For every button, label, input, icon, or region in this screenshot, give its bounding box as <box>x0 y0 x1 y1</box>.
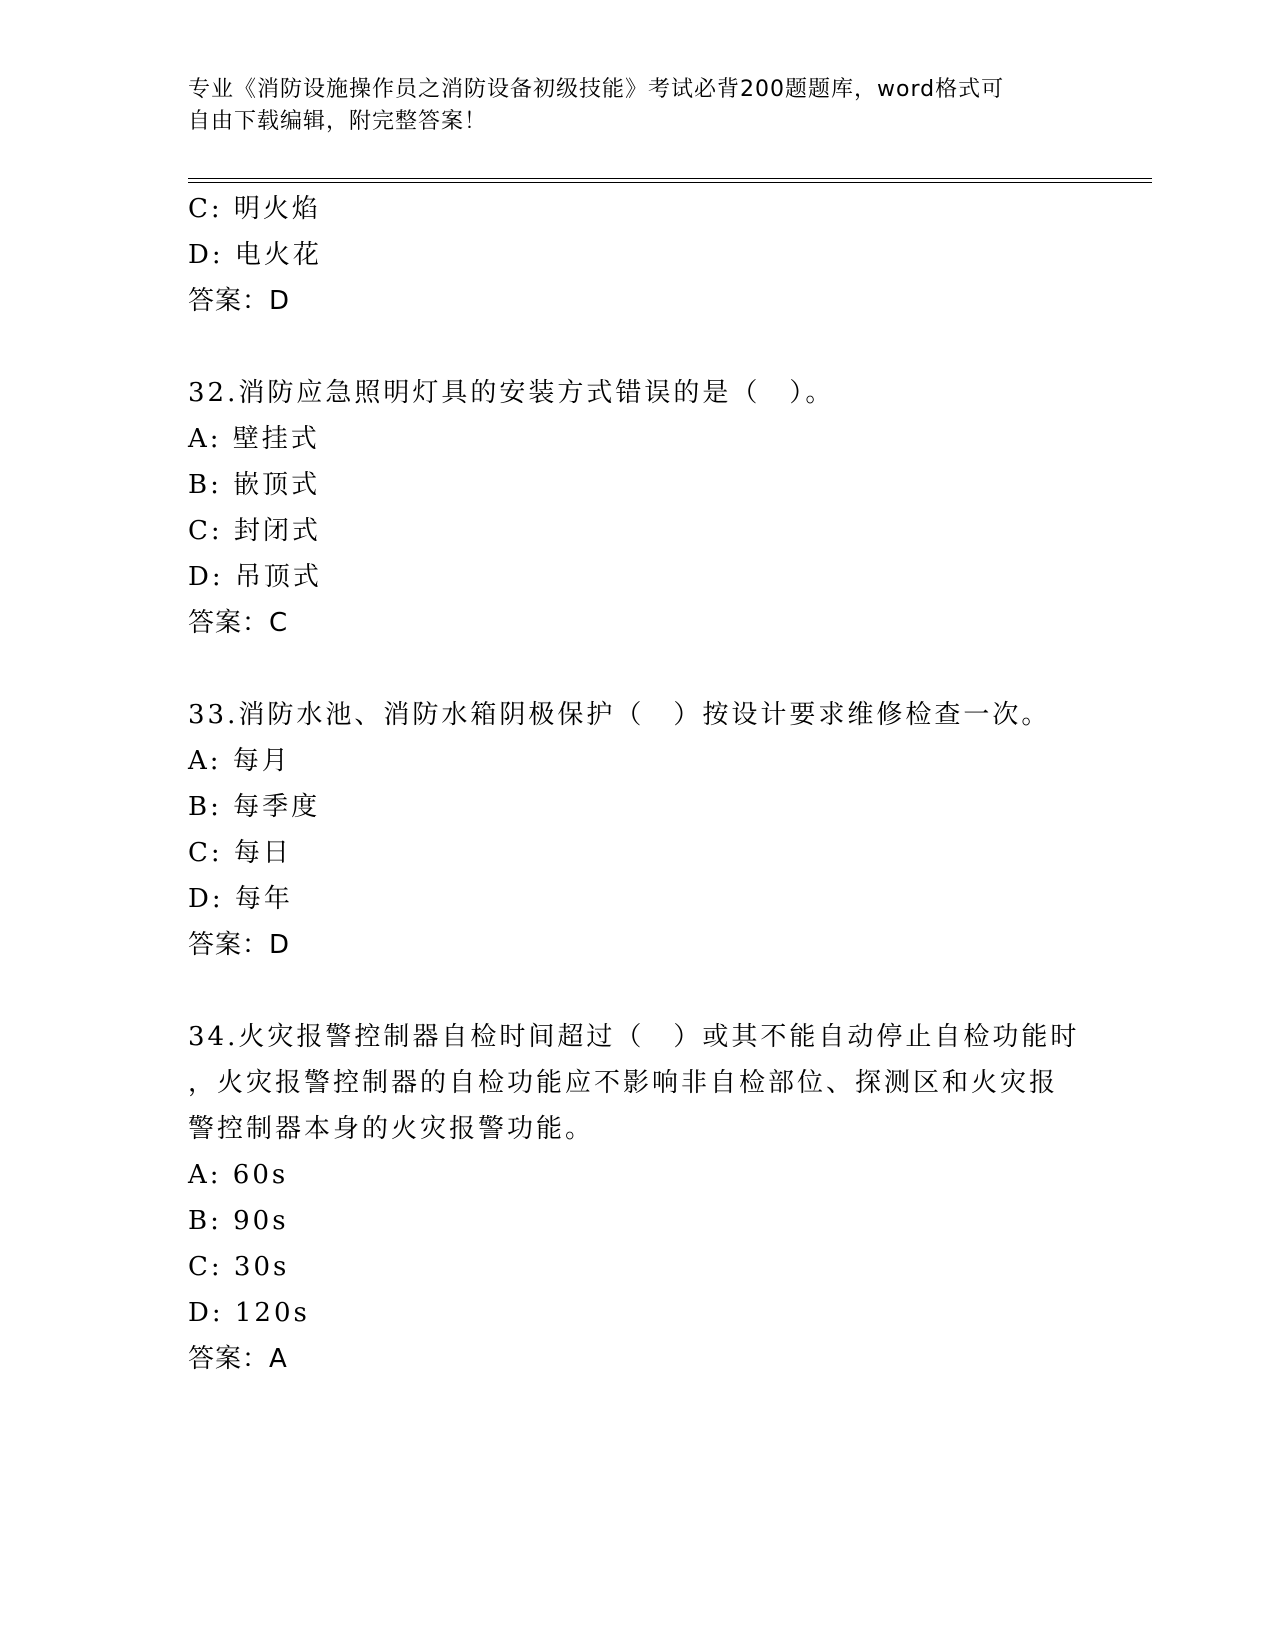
option-d: D: 吊顶式 <box>188 562 322 592</box>
header-line-2: 自由下载编辑，附完整答案！ <box>188 109 488 134</box>
option-b: B: 90s <box>188 1206 289 1236</box>
option-b: B: 嵌顶式 <box>188 470 321 500</box>
question-text: 32.消防应急照明灯具的安装方式错误的是（ ）。 <box>188 378 835 408</box>
question-text-line-3: 警控制器本身的火灾报警功能。 <box>188 1114 595 1144</box>
option-a: A: 壁挂式 <box>188 424 320 454</box>
header-divider-top <box>188 178 1152 179</box>
header-line-1: 专业《消防设施操作员之消防设备初级技能》考试必背200题题库，word格式可 <box>188 77 1005 102</box>
question-text-line-1: 34.火灾报警控制器自检时间超过（ ）或其不能自动停止自检功能时 <box>188 1022 1080 1052</box>
document-header <box>188 74 1068 138</box>
question-32 <box>188 370 1088 646</box>
question-34 <box>188 1014 1088 1382</box>
answer-line: 答案：D <box>188 930 291 960</box>
question-fragment <box>188 186 1088 324</box>
answer-line: 答案：A <box>188 1344 288 1374</box>
option-c: C: 每日 <box>188 838 292 868</box>
option-d: D: 每年 <box>188 884 293 914</box>
option-a: A: 每月 <box>188 746 291 776</box>
question-text: 33.消防水池、消防水箱阴极保护（ ）按设计要求维修检查一次。 <box>188 700 1051 730</box>
header-divider-bottom <box>188 182 1152 183</box>
option-d: D: 电火花 <box>188 240 322 270</box>
option-c: C: 30s <box>188 1252 290 1282</box>
option-c: C: 明火焰 <box>188 194 321 224</box>
option-a: A: 60s <box>188 1160 289 1190</box>
option-d: D: 120s <box>188 1298 310 1328</box>
answer-line: 答案：D <box>188 286 291 316</box>
question-33 <box>188 692 1088 968</box>
answer-line: 答案：C <box>188 608 289 638</box>
option-c: C: 封闭式 <box>188 516 321 546</box>
option-b: B: 每季度 <box>188 792 321 822</box>
question-text-line-2: ，火灾报警控制器的自检功能应不影响非自检部位、探测区和火灾报 <box>188 1068 1059 1098</box>
question-content <box>188 186 1088 1382</box>
